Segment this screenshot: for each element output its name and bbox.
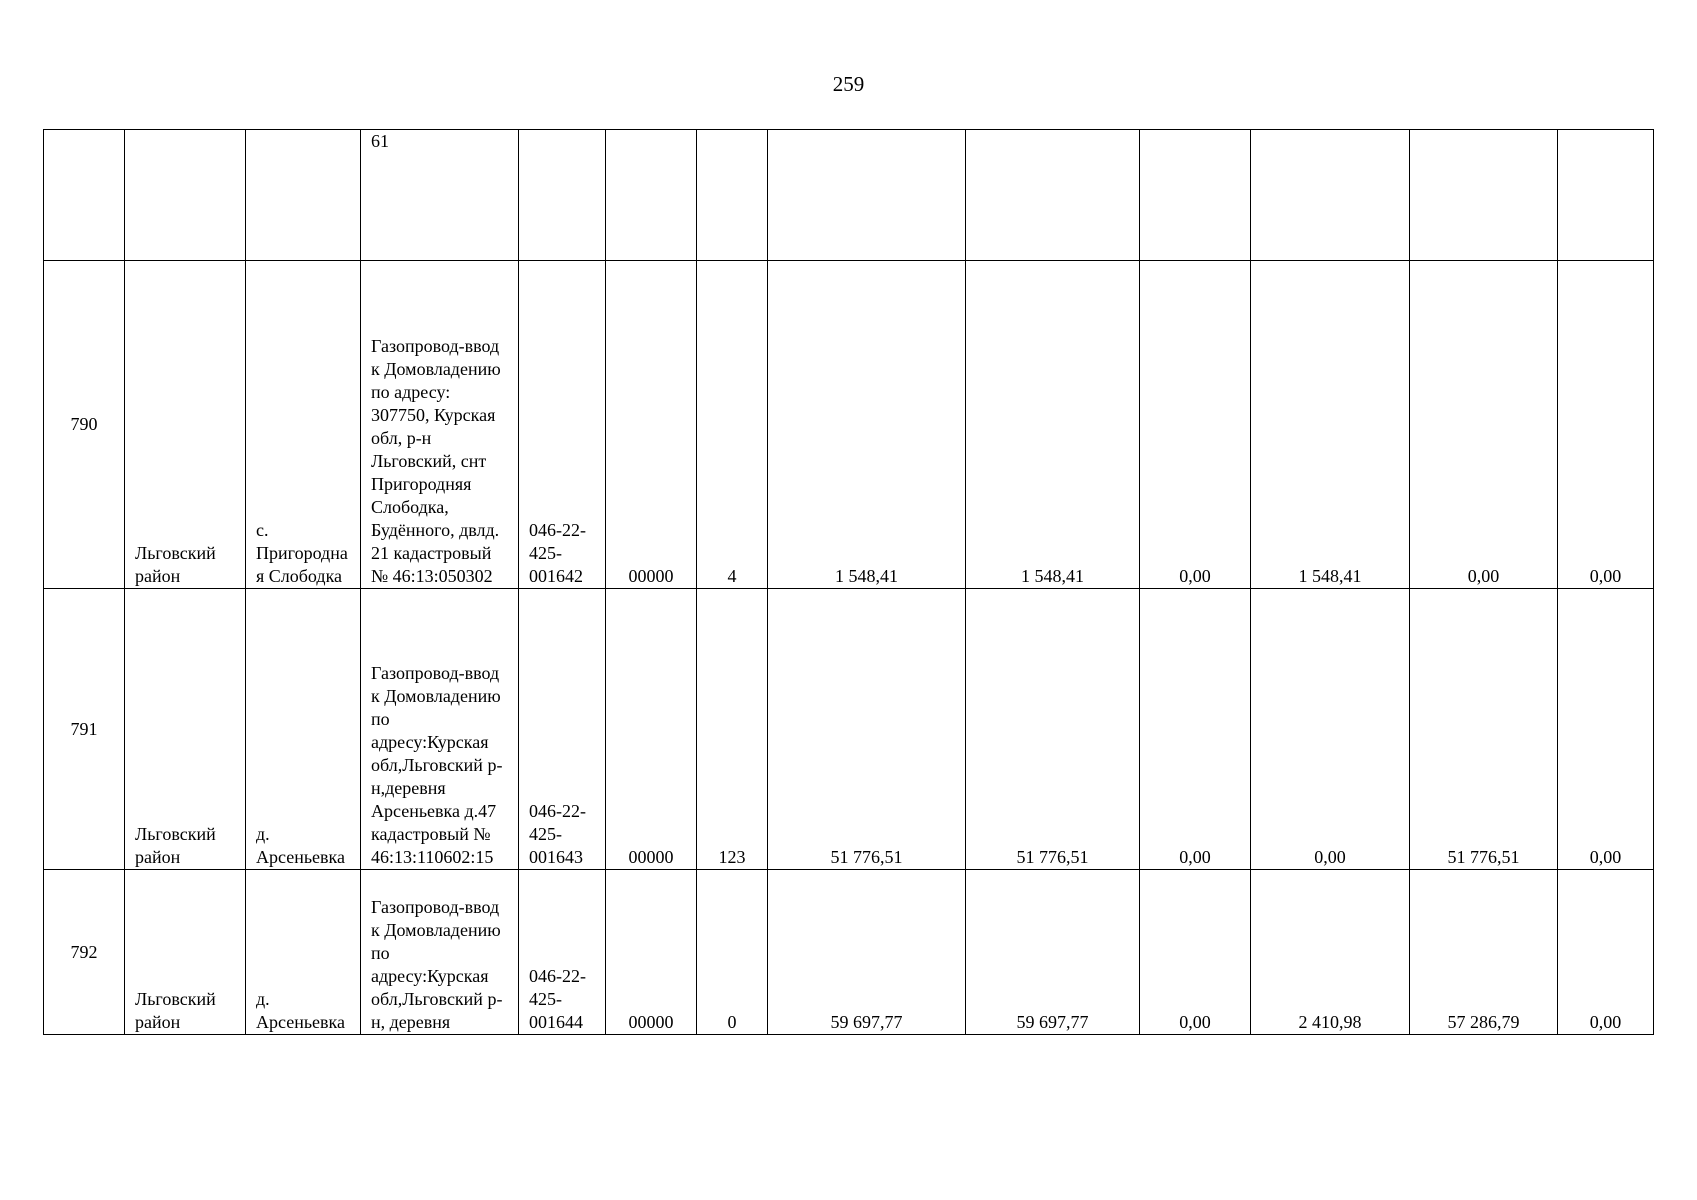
cell-v1: 51 776,51 xyxy=(768,589,966,870)
cell-district: Льговский район xyxy=(125,589,246,870)
cell-v1: 59 697,77 xyxy=(768,870,966,1035)
cell-v6: 0,00 xyxy=(1558,589,1654,870)
cell-num xyxy=(44,130,125,261)
cell-locality: с. Пригородная Слободка xyxy=(246,261,361,589)
table-row xyxy=(44,870,1654,1035)
cell-code: 00000 xyxy=(606,261,697,589)
cell-locality: д. Арсеньевка xyxy=(246,870,361,1035)
registry-table xyxy=(43,129,1654,1035)
cell-code: 00000 xyxy=(606,589,697,870)
table-row xyxy=(44,261,1654,589)
cell-v5: 0,00 xyxy=(1410,261,1558,589)
cell-v5: 51 776,51 xyxy=(1410,589,1558,870)
cell-v2: 1 548,41 xyxy=(966,261,1140,589)
cell-inv: 046-22-425-001644 xyxy=(519,870,606,1035)
cell-v6: 0,00 xyxy=(1558,870,1654,1035)
cell-v3: 0,00 xyxy=(1140,261,1251,589)
cell-object: Газопровод-ввод к Домовладению по адресу:Курская обл,Льговский р-н, деревня xyxy=(361,870,519,1035)
cell-district xyxy=(125,130,246,261)
cell-num: 790 xyxy=(44,261,125,589)
cell-qty: 123 xyxy=(697,589,768,870)
cell-code: 00000 xyxy=(606,870,697,1035)
cell-v3: 0,00 xyxy=(1140,589,1251,870)
cell-v2 xyxy=(966,130,1140,261)
cell-object: Газопровод-ввод к Домовладению по адресу: 307750, Курская обл, р-н Льговский, снт Пригородняя Слободка, Будённого, двлд. 21 кадастровый № 46:13:050302 xyxy=(361,261,519,589)
cell-object: Газопровод-ввод к Домовладению по адресу:Курская обл,Льговский р-н,деревня Арсеньевка д.47 кадастровый № 46:13:110602:15 xyxy=(361,589,519,870)
cell-inv: 046-22-425-001643 xyxy=(519,589,606,870)
cell-v5 xyxy=(1410,130,1558,261)
cell-v2: 59 697,77 xyxy=(966,870,1140,1035)
table-row xyxy=(44,589,1654,870)
cell-district: Льговский район xyxy=(125,870,246,1035)
cell-locality: д. Арсеньевка xyxy=(246,589,361,870)
cell-v4: 1 548,41 xyxy=(1251,261,1410,589)
cell-num: 791 xyxy=(44,589,125,870)
cell-v6: 0,00 xyxy=(1558,261,1654,589)
cell-district: Льговский район xyxy=(125,261,246,589)
cell-v4: 0,00 xyxy=(1251,589,1410,870)
cell-object: 61 xyxy=(361,130,519,261)
cell-v4: 2 410,98 xyxy=(1251,870,1410,1035)
cell-v3 xyxy=(1140,130,1251,261)
cell-num: 792 xyxy=(44,870,125,1035)
cell-v6 xyxy=(1558,130,1654,261)
cell-inv: 046-22-425-001642 xyxy=(519,261,606,589)
cell-inv xyxy=(519,130,606,261)
cell-v1: 1 548,41 xyxy=(768,261,966,589)
cell-qty: 0 xyxy=(697,870,768,1035)
cell-locality xyxy=(246,130,361,261)
cell-qty: 4 xyxy=(697,261,768,589)
cell-v2: 51 776,51 xyxy=(966,589,1140,870)
cell-v1 xyxy=(768,130,966,261)
page-number: 259 xyxy=(832,72,865,96)
cell-code xyxy=(606,130,697,261)
cell-v5: 57 286,79 xyxy=(1410,870,1558,1035)
cell-v4 xyxy=(1251,130,1410,261)
table-row-continuation xyxy=(44,130,1654,261)
cell-v3: 0,00 xyxy=(1140,870,1251,1035)
cell-qty xyxy=(697,130,768,261)
